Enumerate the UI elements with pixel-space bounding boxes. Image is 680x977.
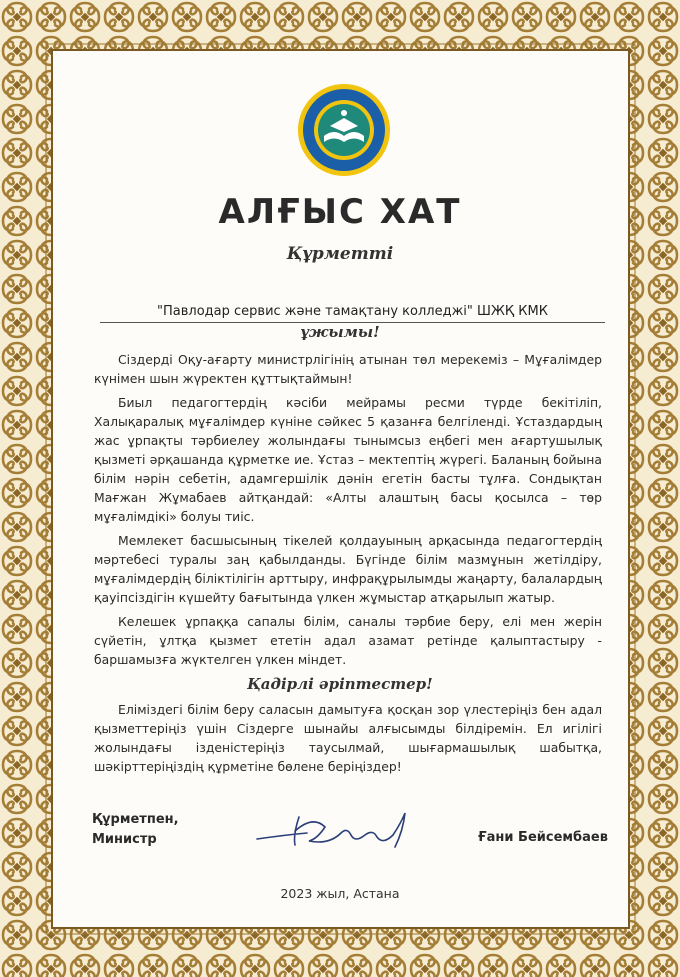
colleagues-heading: Қадірлі әріптестер! (247, 675, 433, 693)
body-paragraph: Сіздерді Оқу-ағарту министрлігінің атынан төл мерекеміз – Мұғалімдер күнімен шын жүректен құттықтаймын! (94, 352, 602, 386)
body-paragraph: Мемлекет басшысының тікелей қолдауының арқасында педагогтердің мәртебесі туралы заң қабылданды. Бүгінде білім мазмұнын жетілдіру, мұғалімдердің біліктілігін арттыру, инфрақұрылымды жаңарту, балалардың қауіпсіздігін күшейту бағытында үлкен жұмыстар атқарылып жатыр. (94, 533, 602, 605)
recipient-name: "Павлодар сервис және тамақтану колледжі" ШЖҚ КМК (100, 304, 605, 323)
closing-paragraph: Еліміздегі білім беру саласын дамытуға қосқан зор үлестеріңіз бен адал қызметтеріңіз үшін Сіздерге шынайы алғысымды білдіремін. Ел игілігі жолындағы ізденістеріңіз таусылмай, шығармашылық шабытқа, шәкірттеріңіздің құрметіне бөлене беріңіздер! (94, 702, 602, 774)
closing-text (94, 700, 602, 776)
sign-respect: Құрметпен, (92, 812, 179, 827)
greeting: Құрметті (286, 244, 394, 264)
letter-body (94, 350, 602, 674)
handwritten-signature (255, 805, 425, 855)
letter-title: АЛҒЫС ХАТ (218, 192, 462, 232)
signature-block (92, 810, 179, 850)
sign-position: Министр (92, 832, 157, 847)
ministry-emblem (296, 82, 392, 178)
date-place: 2023 жыл, Астана (280, 886, 400, 901)
recipient-suffix: ұжымы! (300, 323, 380, 341)
minister-name: Ғани Бейсембаев (478, 830, 608, 845)
body-paragraph: Биыл педагогтердің кәсіби мейрамы ресми түрде бекітіліп, Халықаралық мұғалімдер күніне сәйкес 5 қазанға белгіленді. Ұстаздардың жас ұрпақты тәрбиелеу жолындағы тынымсыз еңбегі мен ағартушылық қызметі әрқашанда құрметке ие. Ұстаз – мектептің жүрегі. Баланың бойына білім нәрін себетін, адамгершілік дәнін егетін басты тұлға. Сондықтан Мағжан Жұмабаев айтқандай: «Алты алаштың басы қосылса – төр мұғалімдікі» болуы тиіс. (94, 395, 602, 524)
body-paragraph: Келешек ұрпаққа сапалы білім, саналы тәрбие беру, елі мен жерін сүйетін, ұлтқа қызмет ететін адал азамат ретінде қалыптастыру - баршамызға жүктелген үлкен міндет. (94, 614, 602, 667)
